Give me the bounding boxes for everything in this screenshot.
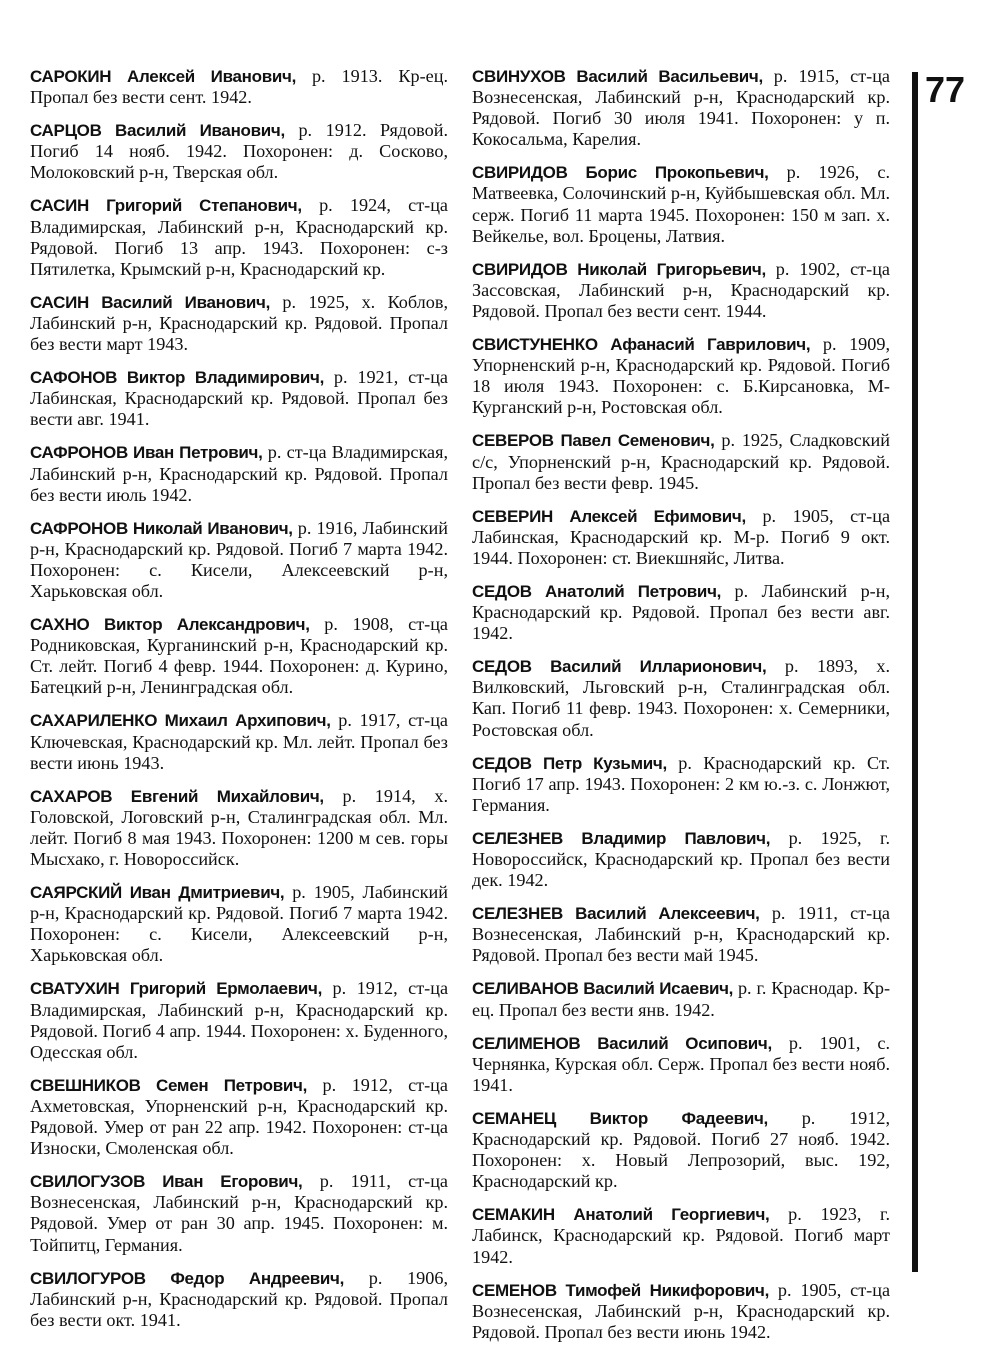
entry-name: САХАРИЛЕНКО Михаил Архипович, — [30, 711, 331, 731]
memorial-entry — [30, 66, 448, 108]
entry-details: р. ст-ца Владимирская, Лабинский р-н, Краснодарский кр. Рядовой. Пропал без вести июль 1942. — [30, 442, 448, 505]
entry-details: р. Лабинский р-н, Краснодарский кр. Рядовой. Пропал без вести авг. 1942. — [472, 580, 890, 644]
entry-details: р. 1913. Кр-ец. Пропал без вести сент. 1942. — [30, 66, 448, 108]
entry-details: р. 1925, х. Коблов, Лабинский р-н, Краснодарский кр. Рядовой. Пропал без вести март 1943. — [30, 291, 448, 355]
entry-name: СЕЛИМЕНОВ Василий Осипович, — [472, 1033, 772, 1053]
entry-details: р. 1926, с. Матвеевка, Солочинский р-н, Куйбышевская обл. Мл. серж. Погиб 11 марта 1945. Похоронен: 150 м зап. х. Вейкелье, вол. Броцены, Латвия. — [472, 162, 890, 246]
memorial-entry — [30, 614, 448, 698]
entry-name: САСИН Василий Иванович, — [30, 292, 270, 312]
entry-name: СВЕШНИКОВ Семен Петрович, — [30, 1075, 308, 1095]
memorial-entry — [472, 1033, 890, 1096]
entry-name: САСИН Григорий Степанович, — [30, 196, 302, 216]
entry-name: САФРОНОВ Николай Иванович, — [30, 518, 293, 538]
entry-name: СЕЛЕЗНЕВ Василий Алексеевич, — [472, 904, 760, 924]
entry-name: САЯРСКИЙ Иван Дмитриевич, — [30, 883, 285, 903]
entry-name: СЕМЕНОВ Тимофей Никифорович, — [472, 1280, 770, 1300]
entry-details: р. 1914, х. Головской, Логовский р-н, Сталинградская обл. Мл. лейт. Погиб 8 мая 1943. Похоронен: 1200 м сев. горы Мысхако, г. Новороссийск. — [30, 785, 449, 869]
memorial-entry — [472, 334, 890, 418]
memorial-entry — [30, 120, 448, 183]
memorial-entry — [30, 1171, 448, 1255]
entry-name: СВИРИДОВ Николай Григорьевич, — [472, 259, 766, 279]
entry-details: р. г. Краснодар. Кр-ец. Пропал без вести янв. 1942. — [472, 978, 890, 1020]
entry-details: р. 1901, с. Чернянка, Курская обл. Серж. Пропал без вести нояб. 1941. — [472, 1032, 891, 1095]
entry-details: р. 1911, ст-ца Вознесенская, Лабинский р-н, Краснодарский кр. Рядовой. Пропал без вести май 1945. — [472, 903, 891, 966]
entry-name: СВИРИДОВ Борис Прокопьевич, — [472, 163, 769, 183]
entry-details: р. 1912. Рядовой. Погиб 14 нояб. 1942. Похоронен: д. Сосково, Молоковский р-н, Тверская обл. — [30, 120, 448, 183]
memorial-entry — [472, 828, 890, 891]
page-number: 77 — [925, 69, 966, 110]
entry-details: р. 1909, Упорненский р-н, Краснодарский кр. Рядовой. Погиб 18 июля 1943. Похоронен: с. Б.Кирсановка, М-Курганский р-н, Ростовская обл. — [472, 334, 890, 418]
entry-details: р. 1923, г. Лабинск, Краснодарский кр. Рядовой. Погиб март 1942. — [472, 1204, 890, 1267]
entry-name: САФОНОВ Виктор Владимирович, — [30, 368, 325, 388]
entry-details: р. 1905, ст-ца Лабинская, Краснодарский кр. М-р. Погиб 9 окт. 1944. Похоронен: ст. Виекшняйс, Литва. — [472, 505, 891, 568]
entry-name: СЕЛЕЗНЕВ Владимир Павлович, — [472, 828, 771, 848]
memorial-entry — [472, 66, 890, 150]
entry-details: р. 1902, ст-ца Зассовская, Лабинский р-н, Краснодарский кр. Рядовой. Пропал без вести сент. 1944. — [472, 258, 890, 321]
entry-name: СЕЛИВАНОВ Василий Исаевич, — [472, 979, 734, 999]
entry-details: р. 1905, Лабинский р-н, Краснодарский кр. Рядовой. Погиб 7 марта 1942. Похоронен: с. Кисели, Алексеевский р-н, Харьковская обл. — [30, 882, 448, 966]
entry-name: САРЦОВ Василий Иванович, — [30, 121, 285, 141]
memorial-entry — [472, 1108, 890, 1192]
memorial-entry — [30, 367, 448, 430]
entry-name: СВИЛОГУЗОВ Иван Егорович, — [30, 1172, 303, 1192]
memorial-entry — [472, 430, 890, 493]
memorial-entry — [30, 195, 448, 279]
memorial-entry — [30, 882, 448, 966]
entry-name: СЕДОВ Петр Кузьмич, — [472, 753, 667, 773]
entry-name: САХАРОВ Евгений Михайлович, — [30, 786, 324, 806]
memorial-entry — [472, 903, 890, 966]
entry-details: р. 1906, Лабинский р-н, Краснодарский кр. Рядовой. Пропал без вести окт. 1941. — [30, 1267, 449, 1330]
memorial-entry — [30, 1268, 448, 1331]
memorial-entry — [472, 656, 890, 740]
entry-name: СЕВЕРИН Алексей Ефимович, — [472, 506, 746, 526]
entry-name: СЕМАНЕЦ Виктор Фадеевич, — [472, 1108, 768, 1128]
entry-details: р. 1921, ст-ца Лабинская, Краснодарский кр. Рядовой. Пропал без вести авг. 1941. — [30, 367, 449, 430]
entry-details: р. 1924, ст-ца Владимирская, Лабинский р-н, Краснодарский кр. Рядовой. Погиб 13 апр. 1943. Похоронен: с-з Пятилетка, Крымский р-н, Краснодарский кр. — [30, 195, 449, 279]
entry-details: р. 1916, Лабинский р-н, Краснодарский кр. Рядовой. Погиб 7 марта 1942. Похоронен: с. Кисели, Алексеевский р-н, Харьковская обл. — [30, 517, 448, 601]
memorial-entry — [30, 292, 448, 355]
entry-details: р. 1908, ст-ца Родниковская, Курганинский р-н, Краснодарский кр. Ст. лейт. Погиб 4 февр. 1944. Похоронен: д. Курино, Батецкий р-н, Ленинградская обл. — [30, 614, 449, 698]
entry-name: САХНО Виктор Александрович, — [30, 615, 310, 635]
entry-details: р. 1925, г. Новороссийск, Краснодарский кр. Пропал без вести дек. 1942. — [472, 827, 890, 891]
entry-details: р. 1912, ст-ца Ахметовская, Упорненский р-н, Краснодарский кр. Рядовой. Умер от ран 22 апр. 1942. Похоронен: ст-ца Износки, Смоленская обл. — [30, 1074, 448, 1159]
memorial-entry — [472, 753, 890, 816]
entry-details: р. 1893, х. Вилковский, Льговский р-н, Сталинградская обл. Кап. Погиб 11 февр. 1943. Похоронен: х. Семерники, Ростовская обл. — [472, 656, 890, 740]
entry-details: р. 1911, ст-ца Вознесенская, Лабинский р-н, Краснодарский кр. Рядовой. Умер от ран 30 апр. 1945. Похоронен: м. Тойпитц, Германия. — [30, 1171, 449, 1255]
memorial-entry — [30, 978, 448, 1062]
entry-details: р. 1912, Краснодарский кр. Рядовой. Погиб 27 нояб. 1942. Похоронен: х. Новый Лепрозорий, выс. 192, Краснодарский кр. — [472, 1107, 890, 1192]
entry-name: СЕВЕРОВ Павел Семенович, — [472, 431, 715, 451]
entry-name: СВИЛОГУРОВ Федор Андреевич, — [30, 1268, 345, 1288]
entry-name: СЕДОВ Василий Илларионович, — [472, 657, 767, 677]
memorial-entry — [30, 786, 448, 870]
entry-details: р. 1925, Сладковский с/с, Упорненский р-н, Краснодарский кр. Рядовой. Пропал без вести февр. 1945. — [472, 430, 890, 493]
right-column — [472, 66, 890, 1355]
entry-details: р. 1905, ст-ца Вознесенская, Лабинский р-н, Краснодарский кр. Рядовой. Пропал без вести июнь 1942. — [472, 1279, 891, 1342]
memorial-entry — [472, 506, 890, 569]
entry-details: р. 1915, ст-ца Вознесенская, Лабинский р-н, Краснодарский кр. Рядовой. Погиб 30 июля 1941. Похоронен: у п. Кокосальма, Карелия. — [472, 66, 890, 150]
memorial-entry — [30, 518, 448, 602]
entry-name: СВИНУХОВ Василий Васильевич, — [472, 67, 763, 86]
entry-name: САРОКИН Алексей Иванович, — [30, 67, 297, 86]
left-column — [30, 66, 448, 1343]
entry-name: САФРОНОВ Иван Петрович, — [30, 443, 263, 463]
memorial-entry — [472, 978, 890, 1020]
entry-name: СВАТУХИН Григорий Ермолаевич, — [30, 979, 322, 999]
entry-details: р. 1912, ст-ца Владимирская, Лабинский р-н, Краснодарский кр. Рядовой. Погиб 4 апр. 1944. Похоронен: х. Буденного, Одесская обл. — [30, 978, 449, 1062]
memorial-entry — [472, 1280, 890, 1343]
entry-details: р. Краснодарский кр. Ст. Погиб 17 апр. 1943. Похоронен: 2 км ю.-з. с. Лонжют, Германия. — [472, 752, 890, 815]
memorial-entry — [30, 710, 448, 773]
entry-name: СЕМАКИН Анатолий Георгиевич, — [472, 1205, 770, 1225]
memorial-entry — [472, 581, 890, 644]
memorial-entry — [472, 1204, 890, 1267]
entry-details: р. 1917, ст-ца Ключевская, Краснодарский кр. Мл. лейт. Пропал без вести июнь 1943. — [30, 710, 448, 773]
entry-name: СВИСТУНЕНКО Афанасий Гаврилович, — [472, 335, 811, 355]
memorial-entry — [30, 442, 448, 505]
memorial-entry — [472, 259, 890, 322]
memorial-entry — [30, 1075, 448, 1159]
entry-name: СЕДОВ Анатолий Петрович, — [472, 581, 722, 601]
memorial-entry — [472, 162, 890, 246]
page-edge-rule — [912, 72, 918, 1272]
